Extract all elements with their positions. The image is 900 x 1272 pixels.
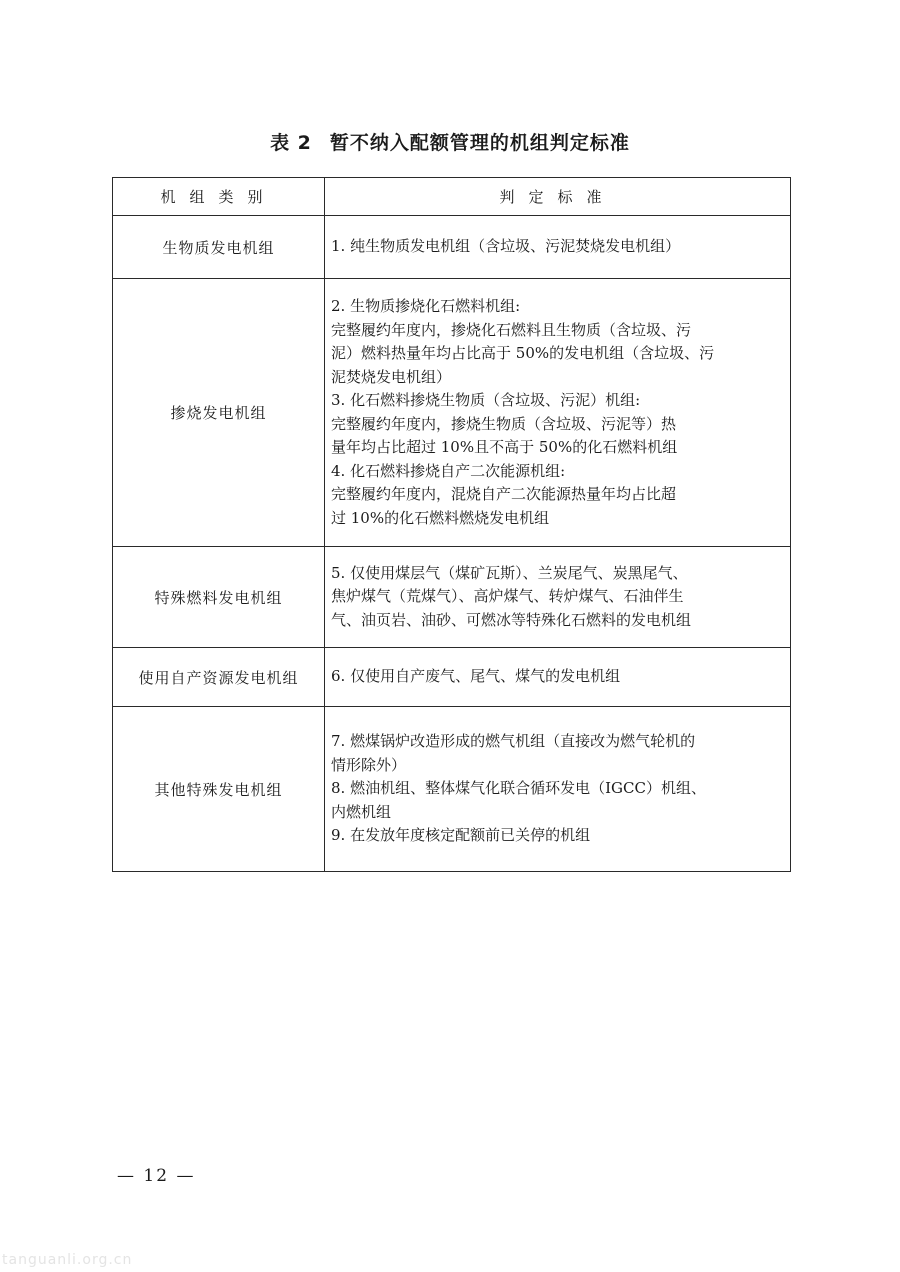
criteria-table xyxy=(112,177,791,872)
criteria-line: 1. 纯生物质发电机组（含垃圾、污泥焚烧发电机组） xyxy=(331,237,681,256)
table-header-row xyxy=(113,178,791,216)
criteria-cell xyxy=(325,707,791,872)
category-cell: 特殊燃料发电机组 xyxy=(113,547,325,648)
criteria-cell xyxy=(325,279,791,547)
criteria-line: 气、油页岩、油砂、可燃冰等特殊化石燃料的发电机组 xyxy=(331,610,692,629)
criteria-line: 泥焚烧发电机组） xyxy=(331,367,452,386)
category-cell: 其他特殊发电机组 xyxy=(113,707,325,872)
category-cell: 生物质发电机组 xyxy=(113,216,325,279)
criteria-line: 6. 仅使用自产废气、尾气、煤气的发电机组 xyxy=(331,667,621,686)
criteria-line: 完整履约年度内，掺烧生物质（含垃圾、污泥等）热 xyxy=(331,414,677,433)
criteria-cell xyxy=(325,216,791,279)
page-title xyxy=(0,128,900,155)
criteria-line: 过 10%的化石燃料燃烧发电机组 xyxy=(331,508,550,527)
header-criteria: 判定标准 xyxy=(325,178,791,216)
criteria-line: 内燃机组 xyxy=(331,802,392,821)
criteria-cell xyxy=(325,547,791,648)
criteria-line: 8. 燃油机组、整体煤气化联合循环发电（IGCC）机组、 xyxy=(331,779,706,798)
page-number: — 12 — xyxy=(117,1166,196,1186)
criteria-line: 情形除外） xyxy=(331,755,407,774)
criteria-line: 7. 燃煤锅炉改造形成的燃气机组（直接改为燃气轮机的 xyxy=(331,732,696,751)
category-cell: 掺烧发电机组 xyxy=(113,279,325,547)
header-category: 机组类别 xyxy=(113,178,325,216)
criteria-cell xyxy=(325,648,791,707)
criteria-line: 9. 在发放年度核定配额前已关停的机组 xyxy=(331,826,591,845)
criteria-line: 量年均占比超过 10%且不高于 50%的化石燃料机组 xyxy=(331,438,678,456)
table-row xyxy=(113,547,791,648)
table-row xyxy=(113,707,791,872)
criteria-line: 3. 化石燃料掺烧生物质（含垃圾、污泥）机组: xyxy=(331,391,641,409)
criteria-line: 焦炉煤气（荒煤气）、高炉煤气、转炉煤气、石油伴生 xyxy=(331,587,684,606)
criteria-line: 完整履约年度内，掺烧化石燃料且生物质（含垃圾、污 xyxy=(331,320,692,339)
watermark-text: tanguanli.org.cn xyxy=(2,1252,133,1268)
criteria-line: 5. 仅使用煤层气（煤矿瓦斯）、兰炭尾气、炭黑尾气、 xyxy=(331,563,688,582)
table-title: 暂不纳入配额管理的机组判定标准 xyxy=(329,132,630,154)
table-row xyxy=(113,216,791,279)
criteria-line: 4. 化石燃料掺烧自产二次能源机组: xyxy=(331,461,566,480)
table-number: 表 2 xyxy=(270,132,312,154)
criteria-line: 泥）燃料热量年均占比高于 50%的发电机组（含垃圾、污 xyxy=(331,344,715,362)
table-row xyxy=(113,648,791,707)
category-cell: 使用自产资源发电机组 xyxy=(113,648,325,707)
criteria-line: 完整履约年度内，混烧自产二次能源热量年均占比超 xyxy=(331,485,677,503)
table-row xyxy=(113,279,791,547)
criteria-line: 2. 生物质掺烧化石燃料机组: xyxy=(331,297,521,315)
